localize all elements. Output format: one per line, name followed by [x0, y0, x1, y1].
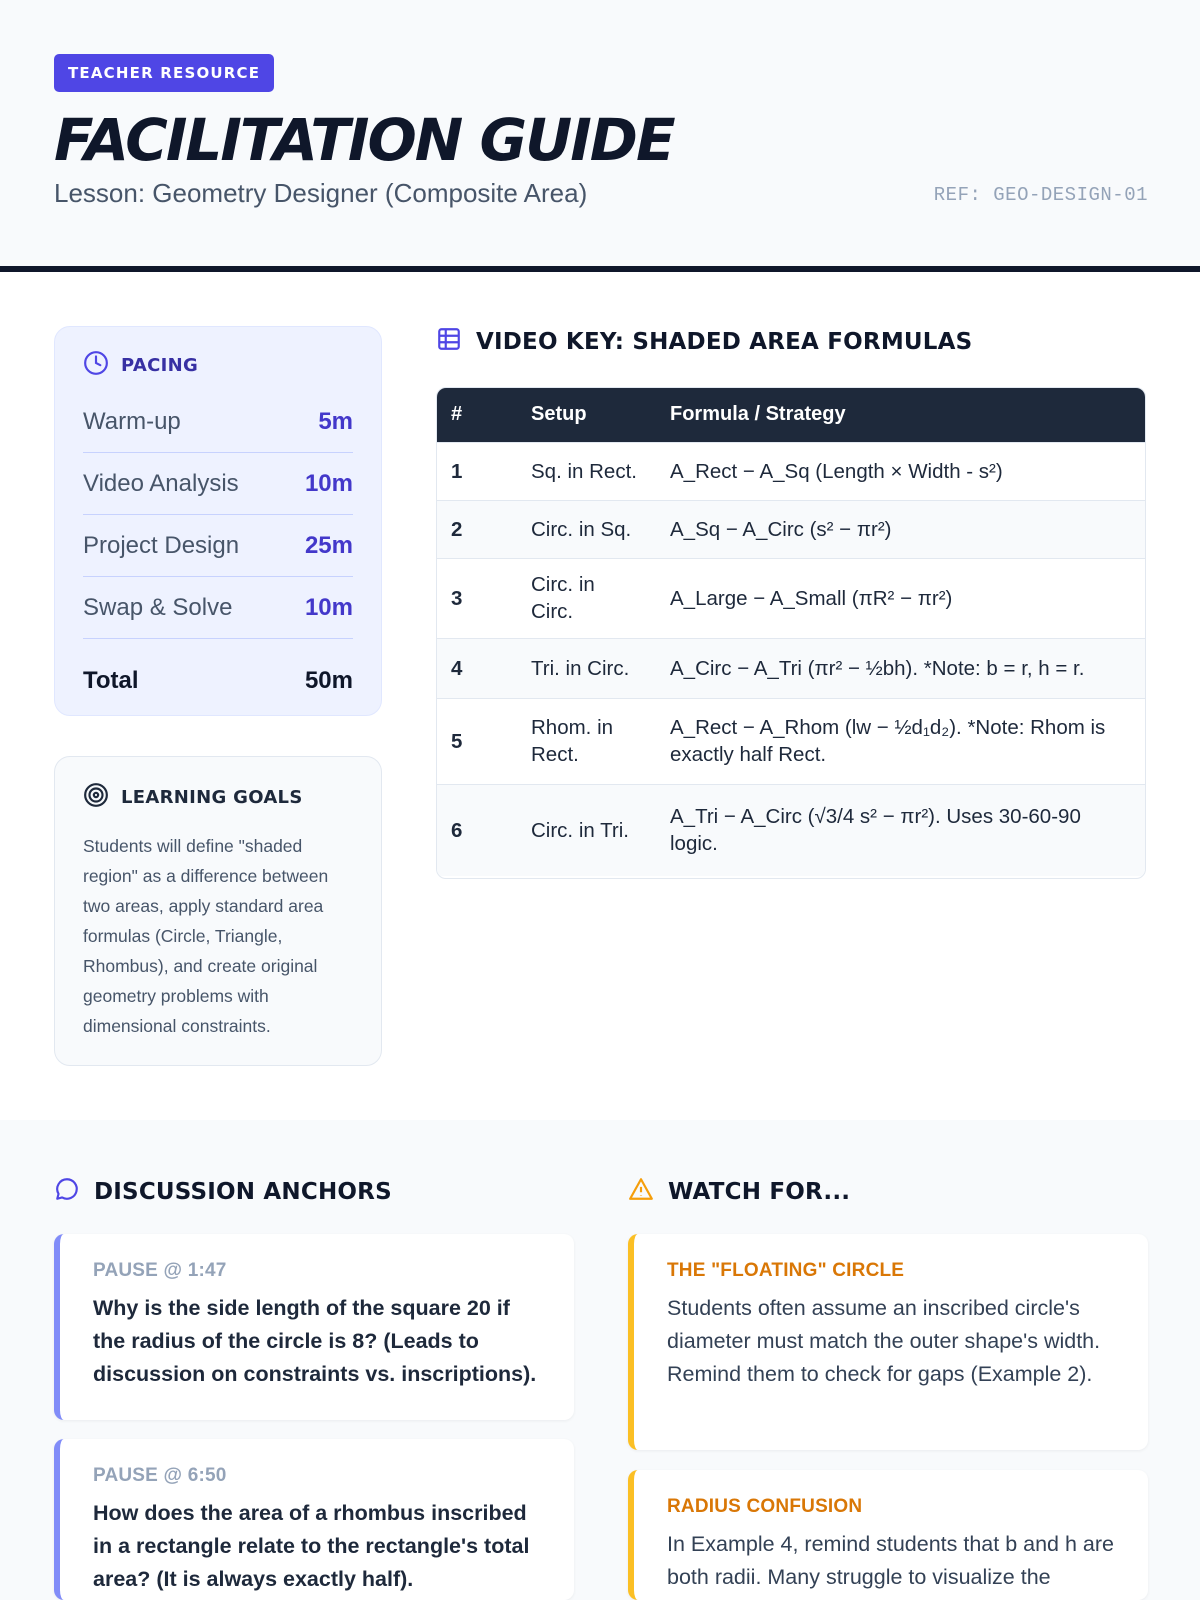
row-setup: Circ. in Sq.	[517, 500, 656, 558]
column-header: Setup	[531, 403, 587, 426]
watch-for-text: Students often assume an inscribed circle's diameter must match the outer shape's width. Remind them to check for gaps (Example 2).	[667, 1296, 1101, 1386]
row-setup: Tri. in Circ.	[517, 638, 656, 698]
chat-bubble-icon	[54, 1176, 80, 1207]
pacing-row-label: Project Design	[83, 531, 240, 559]
discussion-question: Why is the side length of the square 20 if the radius of the circle is 8? (Leads to discussion on constraints vs. inscriptions).	[93, 1296, 537, 1386]
table-header-row	[437, 388, 1145, 442]
formula-table	[436, 387, 1146, 879]
video-key-title: VIDEO KEY: SHADED AREA FORMULAS	[476, 328, 973, 355]
row-number: 2	[437, 500, 517, 558]
pacing-row	[83, 391, 353, 453]
pacing-row	[83, 577, 353, 639]
header	[0, 0, 1200, 272]
watch-for-card	[628, 1234, 1148, 1450]
pacing-row	[83, 453, 353, 515]
pacing-row-value: 10m	[304, 593, 353, 621]
pacing-total-label: Total	[83, 667, 139, 694]
pacing-row-label: Video Analysis	[83, 469, 239, 497]
row-number: 5	[437, 698, 517, 784]
discussion-anchors-title: DISCUSSION ANCHORS	[94, 1178, 392, 1205]
row-setup: Circ. in Tri.	[517, 784, 656, 876]
lesson-subtitle: Lesson: Geometry Designer (Composite Area)	[54, 178, 588, 208]
discussion-question: How does the area of a rhombus inscribed in a rectangle relate to the rectangle's total area? (It is always exactly half).	[93, 1501, 530, 1591]
learning-goals-title: LEARNING GOALS	[121, 786, 303, 808]
learning-goals-text: Students will define "shaded region" as a difference between two areas, apply standard area formulas (Circle, Triangle, Rhombus), and create original geometry problems with dimensional constraints.	[83, 836, 329, 1036]
watch-for-tag: RADIUS CONFUSION	[667, 1496, 863, 1517]
table-row	[437, 784, 1145, 876]
pause-timestamp: PAUSE @ 6:50	[93, 1465, 227, 1486]
learning-goals-card	[54, 756, 382, 1066]
watch-for-card	[628, 1470, 1148, 1600]
row-formula: A_Tri − A_Circ (√3/4 s² − πr²). Uses 30-60-90 logic.	[656, 784, 1145, 876]
watch-for-text: In Example 4, remind students that b and h are both radii. Many struggle to visualize the	[667, 1532, 1114, 1589]
discussion-card	[54, 1439, 574, 1600]
page-title: FACILITATION GUIDE	[54, 106, 674, 174]
row-number: 1	[437, 442, 517, 500]
pacing-card	[54, 326, 382, 716]
teacher-resource-badge: TEACHER RESOURCE	[54, 54, 274, 92]
table-row	[437, 698, 1145, 784]
row-formula: A_Sq − A_Circ (s² − πr²)	[656, 500, 1145, 558]
row-setup: Rhom. in Rect.	[517, 698, 656, 784]
table-row	[437, 558, 1145, 638]
row-formula: A_Rect − A_Sq (Length × Width - s²)	[656, 442, 1145, 500]
column-header: Formula / Strategy	[670, 403, 846, 426]
target-icon	[83, 782, 109, 813]
watch-for-tag: THE "FLOATING" CIRCLE	[667, 1260, 905, 1281]
pacing-row-label: Swap & Solve	[83, 593, 233, 621]
column-header: #	[451, 403, 463, 426]
pacing-total-row	[83, 639, 353, 715]
discussion-card	[54, 1234, 574, 1420]
table-row	[437, 500, 1145, 558]
pacing-total-value: 50m	[304, 667, 353, 694]
row-formula: A_Circ − A_Tri (πr² − ½bh). *Note: b = r, h = r.	[656, 638, 1145, 698]
watch-for-title: WATCH FOR...	[668, 1178, 851, 1205]
row-number: 4	[437, 638, 517, 698]
video-key-heading	[436, 326, 972, 357]
warning-icon	[628, 1176, 654, 1207]
row-number: 6	[437, 784, 517, 876]
pacing-row-value: 25m	[304, 531, 353, 559]
pacing-title: PACING	[121, 354, 199, 376]
watch-for-heading	[628, 1176, 850, 1207]
pacing-row-value: 5m	[318, 407, 353, 435]
pacing-row-value: 10m	[304, 469, 353, 497]
row-formula: A_Rect − A_Rhom (lw − ½d₁d₂). *Note: Rhom is exactly half Rect.	[656, 698, 1145, 784]
table-row	[437, 638, 1145, 698]
reference-code: REF: GEO-DESIGN-01	[933, 184, 1148, 206]
pause-timestamp: PAUSE @ 1:47	[93, 1260, 227, 1281]
pacing-row	[83, 515, 353, 577]
row-setup: Sq. in Rect.	[517, 442, 656, 500]
table-row	[437, 442, 1145, 500]
table-icon	[436, 326, 462, 357]
row-number: 3	[437, 558, 517, 638]
row-setup: Circ. in Circ.	[517, 558, 656, 638]
row-formula: A_Large − A_Small (πR² − πr²)	[656, 558, 1145, 638]
discussion-anchors-heading	[54, 1176, 392, 1207]
pacing-row-label: Warm-up	[83, 407, 181, 435]
learning-goals-heading	[83, 783, 353, 811]
clock-icon	[83, 350, 109, 381]
pacing-heading	[83, 351, 353, 379]
